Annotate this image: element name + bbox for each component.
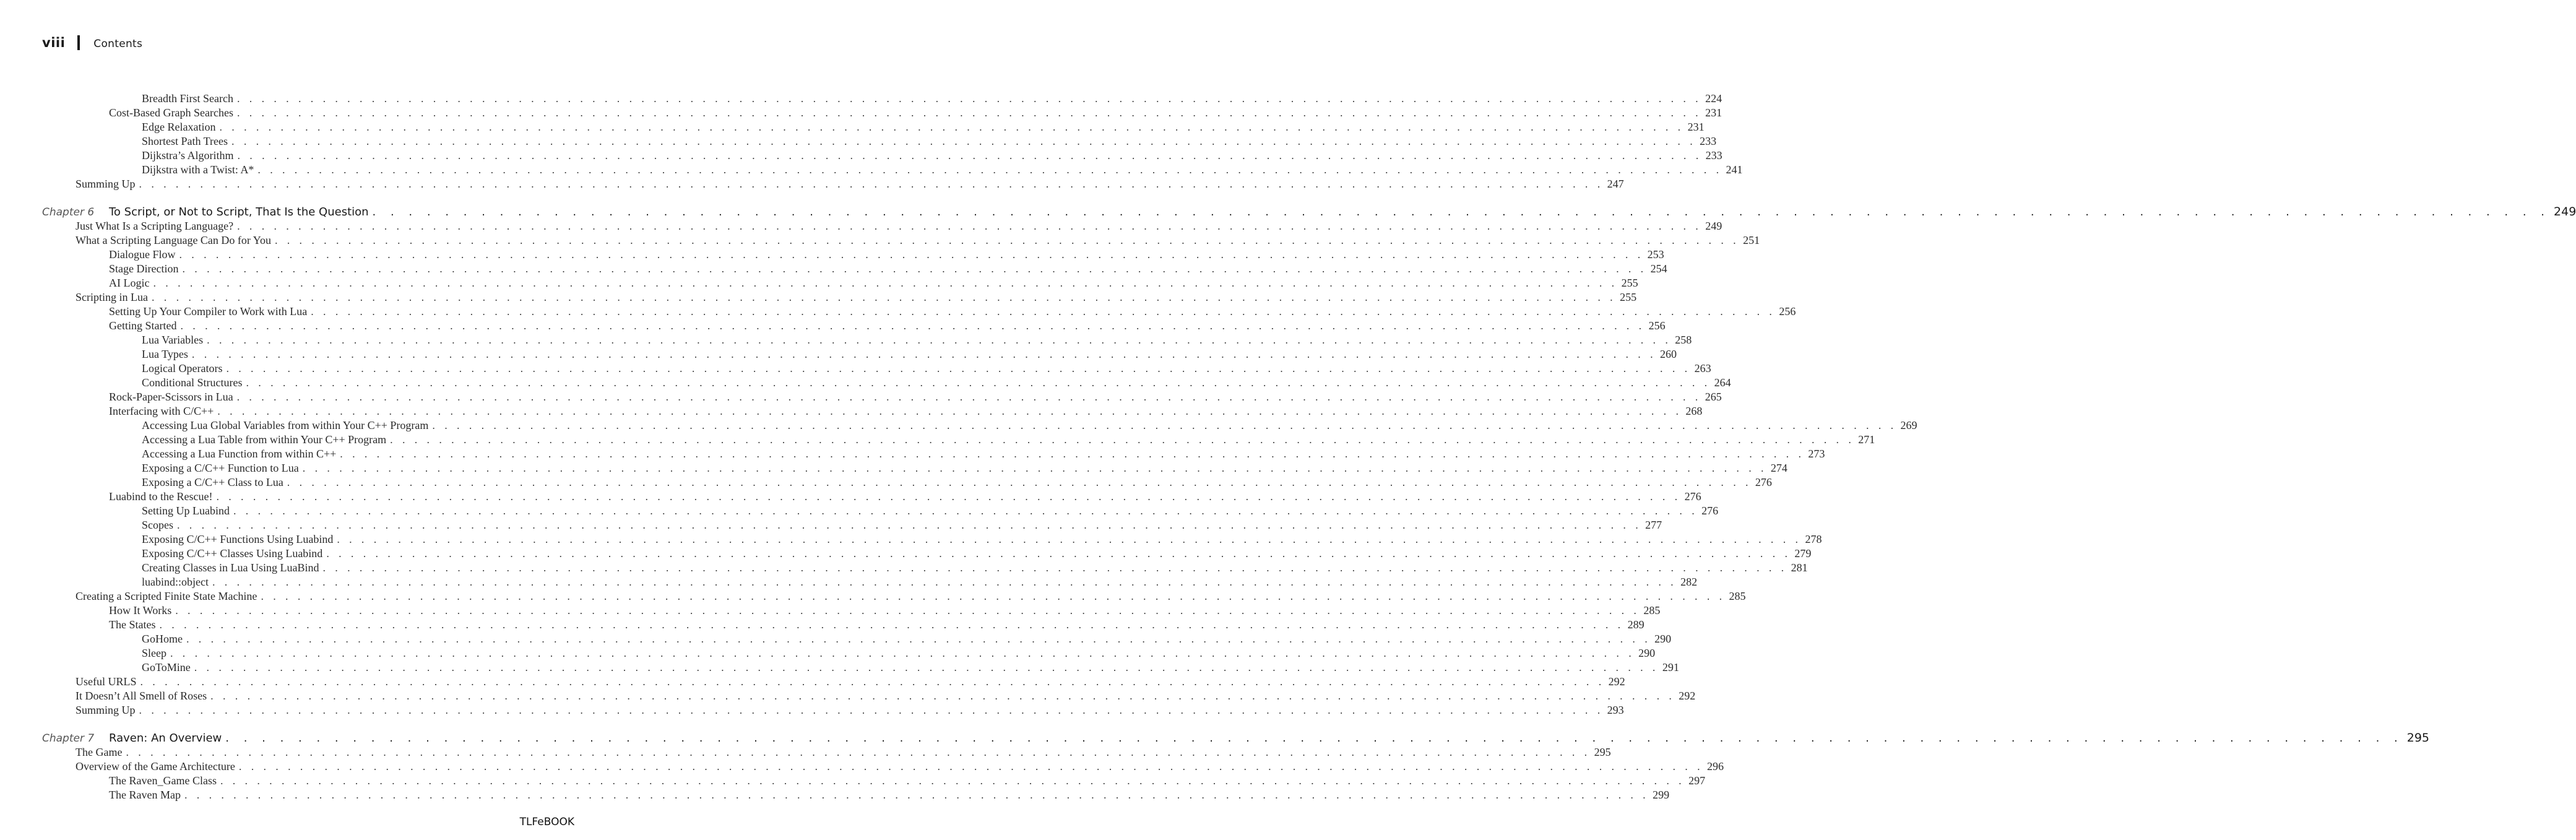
dot-leader: . . . . . . . . . . . . . . . . . . . . . . . . . . . . . . . . . . . . . . . . . . . . . . . . . . . . . . . . . . . . . . . . . . . . . . . . . . . . . . . . . . . . . . . . . . . . . . . . . . . . . . . . . . . . . . . . . . . . . . . . [237, 149, 1702, 162]
toc-entry [109, 787, 1670, 802]
toc-entry-title: The States [109, 618, 156, 631]
toc-entry-title: Conditional Structures [142, 376, 243, 389]
dot-leader: . . . . . . . . . . . . . . . . . . . . . . . . . . . . . . . . . . . . . . . . . . . . . . . . . . . . . . . . . . . . . . . . . . . . . . . . . . . . . . . . . . . . . . . . . . . . . . . . . . . . . . . . . . . . . . . . . . . . . . . . [220, 774, 1685, 787]
toc-entry-title: The Raven_Game Class [109, 774, 217, 787]
toc-entry-title: Getting Started [109, 319, 177, 332]
dot-leader: . . . . . . . . . . . . . . . . . . . . . . . . . . . . . . . . . . . . . . . . . . . . . . . . . . . . . . . . . . . . . . . . . . . . . . . . . . . . . . . . . . . . . . . . . . . . . . . . . . . . . . . . . . . . . . . . . . . . . . . . [184, 789, 1649, 801]
dot-leader: . . . . . . . . . . . . . . . . . . . . . . . . . . . . . . . . . . . . . . . . . . . . . . . . . . . . . . . . . . . . . . . . . . . . . . . . . . . . . . . . . . . . . . . . . . . . . . . . . . . . . . . . . . . . . . . . . . . . . . . . [180, 319, 1645, 332]
dot-leader: . . . . . . . . . . . . . . . . . . . . . . . . . . . . . . . . . . . . . . . . . . . . . . . . . . . . . . . . . . . . . . . . . . . . . . . . . . . . . . . . . . . . . . . . . . . . . . . . . . . . . . . . . . . . . . . . . . . . . . . . [302, 462, 1767, 474]
toc-chapter-heading [42, 204, 2576, 220]
toc-entry [142, 432, 1875, 447]
dot-leader: . . . . . . . . . . . . . . . . . . . . . . . . . . . . . . . . . . . . . . . . . . . . . . . . . . . . . . . . . . . . . . . . . . . . . . . . . . . . . . . . . . . . . . . . . . . . . . . . . . . . . . . . . . . . . . . . . . . . . . . . [212, 576, 1677, 588]
toc-entry [142, 546, 1812, 561]
dot-leader: . . . . . . . . . . . . . . . . . . . . . . . . . . . . . . . . . . . . . . . . . . . . . . . . . . . . . . . . . . . . . . . . . . . . . . . . . . . . . . . . . . . . . . . . . . . . . . . . . . . . . . . . . . . . . . . . . . . . . . . . [170, 647, 1635, 659]
toc-page-number: 255 [1620, 291, 1637, 303]
toc-entry [76, 176, 1624, 191]
toc-entry-title: Exposing a C/C++ Function to Lua [142, 462, 299, 474]
toc-entry [142, 475, 1772, 490]
toc-entry-title: The Raven Map [109, 789, 181, 801]
toc-entry [142, 631, 1672, 646]
toc-entry-title: Creating a Scripted Finite State Machine [76, 590, 257, 602]
toc-entry-title: How It Works [109, 604, 172, 617]
dot-leader: . . . . . . . . . . . . . . . . . . . . . . . . . . . . . . . . . . . . . . . . . . . . . . . . . . . . . . . . . . . . . . . . . . . . . . . . . . . . . . . . . . . . . . . . . . . . . . . . . . . . . . . . . . . . . . . . . . . . . . . . [238, 760, 1703, 773]
dot-leader: . . . . . . . . . . . . . . . . . . . . . . . . . . . . . . . . . . . . . . . . . . . . . . . . . . . . . . . . . . . . . . . . . . . . . . . . . . . . . . . . . . . . . . . . . . . . . . . . . . . . . . . . . . . . . . . . . . . . . . . . [179, 248, 1644, 261]
toc-entry [109, 603, 1661, 618]
toc-entry-title: The Game [76, 746, 123, 758]
dot-leader: . . . . . . . . . . . . . . . . . . . . . . . . . . . . . . . . . . . . . . . . . . . . . . . . . . . . . . . . . . . . . . . . . . . . . . . . . . . . . . . . . . . . . . . . . . . . . . . . . . . . . . . . . . . . . . . . . . . . . . . . [217, 405, 1682, 417]
toc-page-number: 281 [1791, 561, 1808, 574]
dot-leader: . . . . . . . . . . . . . . . . . . . . . . . . . . . . . . . . . . . . . . . . . . . . . . . . . . . . . . . . . . . . . . . . . . . . . . . . . . . . . . . . . . . . . . . . . . . . . . . . . . . . . . . . . . . . . . . . . . . . . . . . [233, 504, 1698, 517]
toc-page-number: 258 [1675, 334, 1692, 346]
dot-leader: . . . . . . . . . . . . . . . . . . . . . . . . . . . . . . . . . . . . . . . . . . . . . . . . . . . . . . . . . . . . . . . . . . . . . . . . . . . . . . . . . . . . . . . . . . . . . . . . . . . . . . . . . . . . . . . . . . . . . . . . [175, 604, 1640, 617]
toc-page-number: 224 [1705, 92, 1722, 105]
toc-entry-title: Scopes [142, 519, 173, 531]
toc-entry-title: Exposing C/C++ Classes Using Luabind [142, 547, 323, 560]
toc-entry-title: Rock-Paper-Scissors in Lua [109, 391, 233, 403]
toc-entry [142, 347, 1677, 362]
toc-entry [76, 703, 1624, 717]
toc-entry [142, 375, 1731, 390]
toc-entry-title: Lua Types [142, 348, 188, 360]
toc-entry [142, 361, 1711, 376]
toc-entry-title: Overview of the Game Architecture [76, 760, 235, 773]
dot-leader: . . . . . . . . . . . . . . . . . . . . . . . . . . . . . . . . . . . . . . . . . . . . . . . . . . . . . . . . . . . . . . . . . . . . . . . . . . . . . . . . . . . . . . . . . . . . . . . . . . . . . . . . . . . . . . . . . . . . . . . . [207, 334, 1672, 346]
toc-page-number: 292 [1679, 690, 1696, 702]
toc-page-number: 241 [1726, 163, 1743, 176]
toc-entry [76, 688, 1696, 703]
dot-leader: . . . . . . . . . . . . . . . . . . . . . . . . . . . . . . . . . . . . . . . . . . . . . . . . . . . . . . . . . . . . . . . . . . . . . . . . . . . . . . . . . . . . . . . . . . . . . . . . . . . . . . . . . . . . . . . . . . . . . . . . [126, 746, 1591, 758]
toc-page-number: 285 [1643, 604, 1661, 617]
chapter-title: Raven: An Overview [109, 732, 222, 745]
toc-page-number: 274 [1770, 462, 1787, 474]
dot-leader: . . . . . . . . . . . . . . . . . . . . . . . . . . . . . . . . . . . . . . . . . . . . . . . . . . . . . . . . . . . . . . . . . . . . . . . . . . . . . . . . . . . . . . . . . . . . . . . . . . . . . . . . . . . . . . . . . . . . . . . . [236, 391, 1701, 403]
toc-entry [76, 219, 1722, 233]
dot-leader: . . . . . . . . . . . . . . . . . . . . . . . . . . . . . . . . . . . . . . . . . . . . . . . . . . . . . . . . . . . . . . . . . . . . . . . . . . . . . . . . . . . . . . . . . . . . . . . . . . . . . . . . . . . . . . . . . . . . . . . . [151, 291, 1617, 303]
toc-entry [142, 574, 1698, 589]
page-number: viii [42, 35, 66, 50]
toc-entry-title: Edge Relaxation [142, 121, 216, 133]
toc-page-number: 265 [1705, 391, 1722, 403]
toc-page-number: 295 [2406, 731, 2429, 745]
toc-entry [142, 119, 1705, 134]
toc-entry-title: Dijkstra with a Twist: A* [142, 163, 254, 176]
dot-leader: . . . . . . . . . . . . . . . . . . . . . . . . . . . . . . . . . . . . . . . . . . . . . . . . . . . . . . . . . . . . . . . . . . . . . . . . . . . . . . . . . . . . . . . . . . . . . . . . . . . . . . . . . . . . . . . . . . . . . . . . [191, 348, 1657, 360]
toc-chapter-heading [42, 730, 2429, 746]
toc-entry [142, 418, 1917, 433]
dot-leader: . . . . . . . . . . . . . . . . . . . . . . . . . . . . . . . . . . . . . . . . . . . . . . . . . . . . . . . . . . . . . . . . . . . . . . . . . . . . . . . . . . . . . . . . . . . . . . . . . . . . . . . . . . . . . . . . . . . . . . . . [219, 121, 1684, 133]
toc-page-number: 276 [1684, 490, 1701, 503]
toc-page-number: 276 [1701, 504, 1719, 517]
dot-leader: . . . . . . . . . . . . . . . . . . . . . . . . . . . . . . . . . . . . . . . . . . . . . . . . . . . . . . . . . . . . . . . . . . . . . . . . . . . . . . . . . . . . . . . . . . . . . . . . . . . . . . . . . . . . . . . . . . . . . . . . [372, 206, 2551, 219]
toc-page-number: 290 [1654, 633, 1672, 645]
dot-leader: . . . . . . . . . . . . . . . . . . . . . . . . . . . . . . . . . . . . . . . . . . . . . . . . . . . . . . . . . . . . . . . . . . . . . . . . . . . . . . . . . . . . . . . . . . . . . . . . . . . . . . . . . . . . . . . . . . . . . . . . [225, 732, 2403, 745]
dot-leader: . . . . . . . . . . . . . . . . . . . . . . . . . . . . . . . . . . . . . . . . . . . . . . . . . . . . . . . . . . . . . . . . . . . . . . . . . . . . . . . . . . . . . . . . . . . . . . . . . . . . . . . . . . . . . . . . . . . . . . . . [390, 433, 1855, 446]
toc-entry [76, 759, 1724, 774]
toc-page-number: 276 [1755, 476, 1772, 488]
toc-entry [109, 489, 1701, 504]
toc-entry-title: luabind::object [142, 576, 209, 588]
toc-entry [109, 275, 1638, 290]
dot-leader: . . . . . . . . . . . . . . . . . . . . . . . . . . . . . . . . . . . . . . . . . . . . . . . . . . . . . . . . . . . . . . . . . . . . . . . . . . . . . . . . . . . . . . . . . . . . . . . . . . . . . . . . . . . . . . . . . . . . . . . . [311, 305, 1776, 318]
dot-leader: . . . . . . . . . . . . . . . . . . . . . . . . . . . . . . . . . . . . . . . . . . . . . . . . . . . . . . . . . . . . . . . . . . . . . . . . . . . . . . . . . . . . . . . . . . . . . . . . . . . . . . . . . . . . . . . . . . . . . . . . [236, 106, 1702, 119]
toc-entry [142, 461, 1787, 475]
toc-page-number: 295 [1594, 746, 1611, 758]
toc-entry-title: Shortest Path Trees [142, 135, 228, 147]
toc-entry [142, 91, 1722, 106]
toc-entry [142, 446, 1825, 461]
dot-leader: . . . . . . . . . . . . . . . . . . . . . . . . . . . . . . . . . . . . . . . . . . . . . . . . . . . . . . . . . . . . . . . . . . . . . . . . . . . . . . . . . . . . . . . . . . . . . . . . . . . . . . . . . . . . . . . . . . . . . . . . [159, 618, 1624, 631]
toc-entry-title: Useful URLS [76, 675, 137, 688]
toc-page-number: 256 [1779, 305, 1796, 318]
toc-entry-title: Accessing Lua Global Variables from within Your C++ Program [142, 419, 429, 431]
toc-page-number: 256 [1648, 319, 1666, 332]
toc-page-number: 299 [1653, 789, 1670, 801]
toc-entry-title: Accessing a Lua Table from within Your C++ Program [142, 433, 387, 446]
dot-leader: . . . . . . . . . . . . . . . . . . . . . . . . . . . . . . . . . . . . . . . . . . . . . . . . . . . . . . . . . . . . . . . . . . . . . . . . . . . . . . . . . . . . . . . . . . . . . . . . . . . . . . . . . . . . . . . . . . . . . . . . [287, 476, 1752, 488]
header-divider [77, 35, 80, 50]
toc-entry [76, 233, 1760, 248]
toc-entry [142, 646, 1656, 660]
toc-page-number: 233 [1700, 135, 1717, 147]
toc-entry-title: Lua Variables [142, 334, 204, 346]
toc-entry [142, 503, 1719, 518]
toc-page-number: 249 [1705, 220, 1722, 232]
toc-page-number: 231 [1687, 121, 1705, 133]
dot-leader: . . . . . . . . . . . . . . . . . . . . . . . . . . . . . . . . . . . . . . . . . . . . . . . . . . . . . . . . . . . . . . . . . . . . . . . . . . . . . . . . . . . . . . . . . . . . . . . . . . . . . . . . . . . . . . . . . . . . . . . . [139, 178, 1604, 190]
toc-page-number: 296 [1707, 760, 1724, 773]
dot-leader: . . . . . . . . . . . . . . . . . . . . . . . . . . . . . . . . . . . . . . . . . . . . . . . . . . . . . . . . . . . . . . . . . . . . . . . . . . . . . . . . . . . . . . . . . . . . . . . . . . . . . . . . . . . . . . . . . . . . . . . . [274, 234, 1740, 246]
toc-entry [109, 617, 1645, 632]
dot-leader: . . . . . . . . . . . . . . . . . . . . . . . . . . . . . . . . . . . . . . . . . . . . . . . . . . . . . . . . . . . . . . . . . . . . . . . . . . . . . . . . . . . . . . . . . . . . . . . . . . . . . . . . . . . . . . . . . . . . . . . . [139, 704, 1604, 716]
toc-entry [109, 318, 1666, 333]
toc-entry-title: Cost-Based Graph Searches [109, 106, 233, 119]
dot-leader: . . . . . . . . . . . . . . . . . . . . . . . . . . . . . . . . . . . . . . . . . . . . . . . . . . . . . . . . . . . . . . . . . . . . . . . . . . . . . . . . . . . . . . . . . . . . . . . . . . . . . . . . . . . . . . . . . . . . . . . . [186, 633, 1651, 645]
dot-leader: . . . . . . . . . . . . . . . . . . . . . . . . . . . . . . . . . . . . . . . . . . . . . . . . . . . . . . . . . . . . . . . . . . . . . . . . . . . . . . . . . . . . . . . . . . . . . . . . . . . . . . . . . . . . . . . . . . . . . . . . [322, 561, 1787, 574]
toc-entry-title: Dijkstra’s Algorithm [142, 149, 234, 162]
toc-page-number: 251 [1743, 234, 1760, 246]
toc-entry [142, 517, 1662, 532]
toc-entry [142, 134, 1717, 149]
toc-page-number: 233 [1705, 149, 1722, 162]
toc-entry-title: Stage Direction [109, 262, 179, 275]
toc-entry-title: Creating Classes in Lua Using LuaBind [142, 561, 319, 574]
dot-leader: . . . . . . . . . . . . . . . . . . . . . . . . . . . . . . . . . . . . . . . . . . . . . . . . . . . . . . . . . . . . . . . . . . . . . . . . . . . . . . . . . . . . . . . . . . . . . . . . . . . . . . . . . . . . . . . . . . . . . . . . [177, 519, 1642, 531]
toc-entry [142, 332, 1692, 347]
toc-entry [142, 560, 1808, 575]
dot-leader: . . . . . . . . . . . . . . . . . . . . . . . . . . . . . . . . . . . . . . . . . . . . . . . . . . . . . . . . . . . . . . . . . . . . . . . . . . . . . . . . . . . . . . . . . . . . . . . . . . . . . . . . . . . . . . . . . . . . . . . . [326, 547, 1791, 560]
toc-page-number: 277 [1645, 519, 1662, 531]
toc-page-number: 285 [1729, 590, 1746, 602]
dot-leader: . . . . . . . . . . . . . . . . . . . . . . . . . . . . . . . . . . . . . . . . . . . . . . . . . . . . . . . . . . . . . . . . . . . . . . . . . . . . . . . . . . . . . . . . . . . . . . . . . . . . . . . . . . . . . . . . . . . . . . . . [432, 419, 1897, 431]
dot-leader: . . . . . . . . . . . . . . . . . . . . . . . . . . . . . . . . . . . . . . . . . . . . . . . . . . . . . . . . . . . . . . . . . . . . . . . . . . . . . . . . . . . . . . . . . . . . . . . . . . . . . . . . . . . . . . . . . . . . . . . . [236, 92, 1702, 105]
toc-entry-title: Luabind to the Rescue! [109, 490, 213, 503]
chapter-label: Chapter 7 [42, 732, 95, 745]
toc-entry [109, 304, 1796, 319]
dot-leader: . . . . . . . . . . . . . . . . . . . . . . . . . . . . . . . . . . . . . . . . . . . . . . . . . . . . . . . . . . . . . . . . . . . . . . . . . . . . . . . . . . . . . . . . . . . . . . . . . . . . . . . . . . . . . . . . . . . . . . . . [231, 135, 1696, 147]
dot-leader: . . . . . . . . . . . . . . . . . . . . . . . . . . . . . . . . . . . . . . . . . . . . . . . . . . . . . . . . . . . . . . . . . . . . . . . . . . . . . . . . . . . . . . . . . . . . . . . . . . . . . . . . . . . . . . . . . . . . . . . . [246, 376, 1711, 389]
dot-leader: . . . . . . . . . . . . . . . . . . . . . . . . . . . . . . . . . . . . . . . . . . . . . . . . . . . . . . . . . . . . . . . . . . . . . . . . . . . . . . . . . . . . . . . . . . . . . . . . . . . . . . . . . . . . . . . . . . . . . . . . [261, 590, 1726, 602]
toc-page-number: 271 [1858, 433, 1875, 446]
toc-entry [109, 404, 1703, 418]
toc-entry-title: Setting Up Luabind [142, 504, 230, 517]
toc-entry [76, 589, 1746, 604]
toc-page-number: 231 [1705, 106, 1722, 119]
toc-page-number: 291 [1662, 661, 1679, 673]
toc-entry-title: Sleep [142, 647, 166, 659]
toc-page-number: 293 [1607, 704, 1624, 716]
toc-page-number: 278 [1805, 533, 1822, 545]
toc-entry [142, 148, 1722, 163]
toc-page-number: 269 [1900, 419, 1917, 431]
toc-entry [142, 162, 1743, 177]
dot-leader: . . . . . . . . . . . . . . . . . . . . . . . . . . . . . . . . . . . . . . . . . . . . . . . . . . . . . . . . . . . . . . . . . . . . . . . . . . . . . . . . . . . . . . . . . . . . . . . . . . . . . . . . . . . . . . . . . . . . . . . . [140, 675, 1605, 688]
toc-entry-title: Just What Is a Scripting Language? [76, 220, 234, 232]
toc-page-number: 254 [1650, 262, 1667, 275]
toc-entry [76, 290, 1637, 305]
toc-entry [142, 532, 1822, 547]
toc-entry-title: Breadth First Search [142, 92, 233, 105]
toc-entry-title: Interfacing with C/C++ [109, 405, 214, 417]
toc-entry [109, 389, 1722, 404]
toc-entry-title: Exposing a C/C++ Class to Lua [142, 476, 283, 488]
dot-leader: . . . . . . . . . . . . . . . . . . . . . . . . . . . . . . . . . . . . . . . . . . . . . . . . . . . . . . . . . . . . . . . . . . . . . . . . . . . . . . . . . . . . . . . . . . . . . . . . . . . . . . . . . . . . . . . . . . . . . . . . [153, 277, 1618, 289]
toc-entry-title: Setting Up Your Compiler to Work with Lua [109, 305, 308, 318]
toc-page-number: 297 [1688, 774, 1706, 787]
dot-leader: . . . . . . . . . . . . . . . . . . . . . . . . . . . . . . . . . . . . . . . . . . . . . . . . . . . . . . . . . . . . . . . . . . . . . . . . . . . . . . . . . . . . . . . . . . . . . . . . . . . . . . . . . . . . . . . . . . . . . . . . [340, 448, 1805, 460]
dot-leader: . . . . . . . . . . . . . . . . . . . . . . . . . . . . . . . . . . . . . . . . . . . . . . . . . . . . . . . . . . . . . . . . . . . . . . . . . . . . . . . . . . . . . . . . . . . . . . . . . . . . . . . . . . . . . . . . . . . . . . . . [237, 220, 1702, 232]
toc-page-number: 268 [1685, 405, 1703, 417]
toc-page-number: 260 [1660, 348, 1677, 360]
toc-page-number: 273 [1808, 448, 1825, 460]
toc-entry-title: Summing Up [76, 704, 136, 716]
toc-page-number: 249 [2554, 205, 2576, 219]
toc-entry [142, 660, 1679, 675]
chapter-title: To Script, or Not to Script, That Is the Question [109, 206, 369, 219]
toc-entry-title: GoHome [142, 633, 183, 645]
dot-leader: . . . . . . . . . . . . . . . . . . . . . . . . . . . . . . . . . . . . . . . . . . . . . . . . . . . . . . . . . . . . . . . . . . . . . . . . . . . . . . . . . . . . . . . . . . . . . . . . . . . . . . . . . . . . . . . . . . . . . . . . [216, 490, 1681, 503]
toc-entry-title: It Doesn’t All Smell of Roses [76, 690, 207, 702]
toc-entry-title: Logical Operators [142, 362, 223, 375]
toc-entry-title: AI Logic [109, 277, 150, 289]
toc-page-number: 292 [1608, 675, 1625, 688]
dot-leader: . . . . . . . . . . . . . . . . . . . . . . . . . . . . . . . . . . . . . . . . . . . . . . . . . . . . . . . . . . . . . . . . . . . . . . . . . . . . . . . . . . . . . . . . . . . . . . . . . . . . . . . . . . . . . . . . . . . . . . . . [226, 362, 1691, 375]
watermark-text: TLFeBOOK [519, 816, 574, 828]
toc-entry-title: What a Scripting Language Can Do for You [76, 234, 271, 246]
toc-entry-title: GoToMine [142, 661, 191, 673]
toc-entry-title: Accessing a Lua Function from within C++ [142, 448, 337, 460]
toc-page-number: 282 [1680, 576, 1698, 588]
toc-page-number: 279 [1794, 547, 1812, 560]
toc-page-number: 289 [1627, 618, 1645, 631]
toc-entry [109, 247, 1664, 262]
toc-entry-title: Exposing C/C++ Functions Using Luabind [142, 533, 334, 545]
chapter-label: Chapter 6 [42, 206, 95, 219]
toc-page-number: 263 [1694, 362, 1711, 375]
dot-leader: . . . . . . . . . . . . . . . . . . . . . . . . . . . . . . . . . . . . . . . . . . . . . . . . . . . . . . . . . . . . . . . . . . . . . . . . . . . . . . . . . . . . . . . . . . . . . . . . . . . . . . . . . . . . . . . . . . . . . . . . [194, 661, 1659, 673]
toc-entry [109, 105, 1722, 120]
dot-leader: . . . . . . . . . . . . . . . . . . . . . . . . . . . . . . . . . . . . . . . . . . . . . . . . . . . . . . . . . . . . . . . . . . . . . . . . . . . . . . . . . . . . . . . . . . . . . . . . . . . . . . . . . . . . . . . . . . . . . . . . [257, 163, 1722, 176]
toc-entry [76, 745, 1611, 760]
dot-leader: . . . . . . . . . . . . . . . . . . . . . . . . . . . . . . . . . . . . . . . . . . . . . . . . . . . . . . . . . . . . . . . . . . . . . . . . . . . . . . . . . . . . . . . . . . . . . . . . . . . . . . . . . . . . . . . . . . . . . . . . [210, 690, 1675, 702]
toc-entry [109, 773, 1706, 788]
toc-entry [109, 261, 1667, 276]
running-head [42, 33, 142, 52]
toc-entry-title: Scripting in Lua [76, 291, 148, 303]
toc-entry-title: Dialogue Flow [109, 248, 176, 261]
toc-entry-title: Summing Up [76, 178, 136, 190]
toc-page-number: 247 [1607, 178, 1624, 190]
toc-page-number: 253 [1647, 248, 1664, 261]
toc-page-number: 255 [1621, 277, 1638, 289]
dot-leader: . . . . . . . . . . . . . . . . . . . . . . . . . . . . . . . . . . . . . . . . . . . . . . . . . . . . . . . . . . . . . . . . . . . . . . . . . . . . . . . . . . . . . . . . . . . . . . . . . . . . . . . . . . . . . . . . . . . . . . . . [337, 533, 1802, 545]
dot-leader: . . . . . . . . . . . . . . . . . . . . . . . . . . . . . . . . . . . . . . . . . . . . . . . . . . . . . . . . . . . . . . . . . . . . . . . . . . . . . . . . . . . . . . . . . . . . . . . . . . . . . . . . . . . . . . . . . . . . . . . . [182, 262, 1647, 275]
running-head-title: Contents [93, 37, 143, 50]
toc-entry [76, 674, 1625, 689]
toc-page-number: 264 [1714, 376, 1731, 389]
toc-page-number: 290 [1638, 647, 1656, 659]
